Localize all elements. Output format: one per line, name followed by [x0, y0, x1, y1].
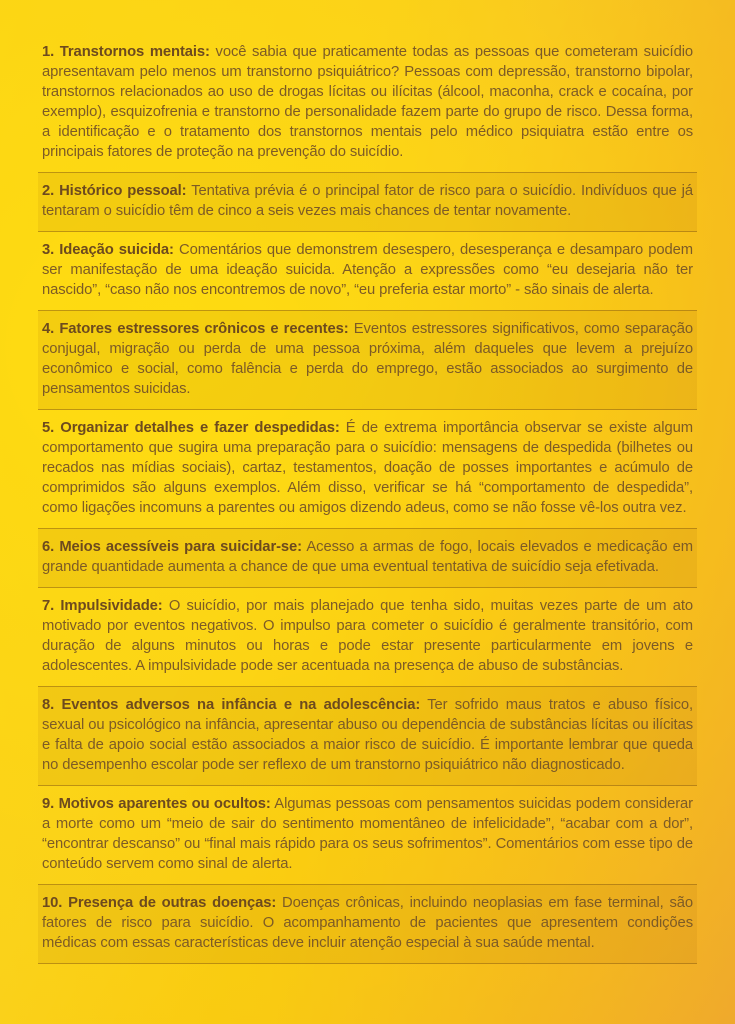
item-heading: [42, 321, 349, 337]
item-text: [42, 695, 693, 775]
item-body: Algumas pessoas com pensamentos suicidas podem considerar a morte como um “meio de sair do sentimento momentâneo de infelicidade”, “acabar com a dor”, “encontrar descanso” ou “final mais rápido para os seus sofrimentos”. Comentários com esse tipo de conteúdo servem como sinal de alerta.: [42, 796, 693, 872]
item-text: [42, 794, 693, 874]
item-title: Fatores estressores crônicos e recentes:: [59, 321, 349, 337]
item-number: 3.: [42, 242, 55, 258]
item-body: Comentários que demonstrem desespero, desesperança e desamparo podem ser manifestação de uma ideação suicida. Atenção a expressões como “eu desejaria não ter nascido”, “caso não nos encontremos de novo”, “eu preferia estar morto” - são sinais de alerta.: [42, 242, 694, 298]
item-title: Eventos adversos na infância e na adolescência:: [61, 697, 421, 713]
item-heading: [42, 44, 210, 60]
item-body: você sabia que praticamente todas as pessoas que cometeram suicídio apresentavam pelo menos um transtorno psiquiátrico? Pessoas com depressão, transtorno bipolar, transtornos relacionados ao uso de drogas lícitas ou ilícitas (álcool, maconha, crack e cocaína, por exemplo), esquizofrenia e transtorno de personalidade fazem parte do grupo de risco. Dessa forma, a identificação e o tratamento dos transtornos mentais pelo médico psiquiatra estão entre os principais fatores de proteção na prevenção do suicídio.: [42, 44, 694, 160]
risk-factor-item-8: [38, 686, 697, 786]
item-body: Eventos estressores significativos, como separação conjugal, migração ou perda de uma pessoa próxima, além daqueles que levem a prejuízo econômico e social, como falência e perda do emprego, estão associados ao surgimento de pensamentos suicidas.: [42, 321, 694, 397]
risk-factor-item-2: [38, 172, 697, 232]
item-body: Acesso a armas de fogo, locais elevados e medicação em grande quantidade aumenta a chance de que uma eventual tentativa de suicídio seja efetivada.: [42, 539, 693, 575]
item-body: O suicídio, por mais planejado que tenha sido, muitas vezes parte de um ato motivado por eventos negativos. O impulso para cometer o suicídio é geralmente transitório, com duração de alguns minutos ou horas e pode estar presente particularmente em jovens e adolescentes. A impulsividade pode ser acentuada na presença de abuso de substâncias.: [42, 598, 693, 674]
item-body: Doenças crônicas, incluindo neoplasias em fase terminal, são fatores de risco para suicídio. O acompanhamento de pacientes que apresentem condições médicas com essas características deve incluir atenção especial à sua saúde mental.: [42, 895, 694, 951]
item-heading: [42, 242, 174, 258]
item-number: 6.: [42, 539, 55, 555]
item-text: [42, 42, 693, 162]
item-number: 2.: [42, 183, 55, 199]
risk-factor-item-7: [38, 588, 697, 686]
item-number: 8.: [42, 697, 55, 713]
item-number: 1.: [42, 44, 55, 60]
item-title: Presença de outras doenças:: [68, 895, 277, 911]
item-text: [42, 319, 693, 399]
risk-factors-list: [38, 34, 697, 964]
item-heading: [42, 598, 163, 614]
risk-factor-item-1: [38, 34, 697, 172]
item-heading: [42, 697, 420, 713]
risk-factor-item-3: [38, 232, 697, 310]
risk-factor-item-5: [38, 410, 697, 528]
item-text: [42, 240, 693, 300]
item-body: Tentativa prévia é o principal fator de risco para o suicídio. Indivíduos que já tentaram o suicídio têm de cinco a seis vezes mais chances de tentar novamente.: [42, 183, 693, 219]
item-number: 4.: [42, 321, 55, 337]
item-heading: [42, 420, 340, 436]
item-text: [42, 181, 693, 221]
risk-factor-item-6: [38, 528, 697, 588]
item-heading: [42, 895, 276, 911]
item-number: 7.: [42, 598, 55, 614]
item-number: 10.: [42, 895, 63, 911]
item-title: Meios acessíveis para suicidar-se:: [59, 539, 303, 555]
item-title: Histórico pessoal:: [59, 183, 187, 199]
item-title: Transtornos mentais:: [59, 44, 210, 60]
item-number: 5.: [42, 420, 55, 436]
item-text: [42, 418, 693, 518]
item-text: [42, 537, 693, 577]
item-title: Impulsividade:: [60, 598, 163, 614]
risk-factor-item-10: [38, 884, 697, 964]
item-heading: [42, 796, 271, 812]
item-text: [42, 596, 693, 676]
item-heading: [42, 183, 187, 199]
item-body: Ter sofrido maus tratos e abuso físico, sexual ou psicológico na infância, apresentar abuso ou dependência de substâncias lícitas ou ilícitas e falta de apoio social estão associados a maior risco de suicídio. É importante lembrar que queda no desempenho escolar pode ser reflexo de um transtorno psiquiátrico não diagnosticado.: [42, 697, 694, 773]
item-title: Ideação suicida:: [59, 242, 174, 258]
item-text: [42, 893, 693, 953]
risk-factor-item-4: [38, 310, 697, 410]
item-title: Motivos aparentes ou ocultos:: [58, 796, 271, 812]
item-title: Organizar detalhes e fazer despedidas:: [60, 420, 340, 436]
item-heading: [42, 539, 302, 555]
item-number: 9.: [42, 796, 55, 812]
risk-factor-item-9: [38, 786, 697, 884]
item-body: É de extrema importância observar se existe algum comportamento que sugira uma preparação para o suicídio: mensagens de despedida (bilhetes ou recados nas mídias sociais), cartaz, testamentos, doação de posses importantes e acúmulo de comprimidos são alguns exemplos. Além disso, verificar se há “comportamento de despedida”, como ligações incomuns a parentes ou amigos dizendo adeus, como se não fosse vê-los outra vez.: [42, 420, 693, 516]
